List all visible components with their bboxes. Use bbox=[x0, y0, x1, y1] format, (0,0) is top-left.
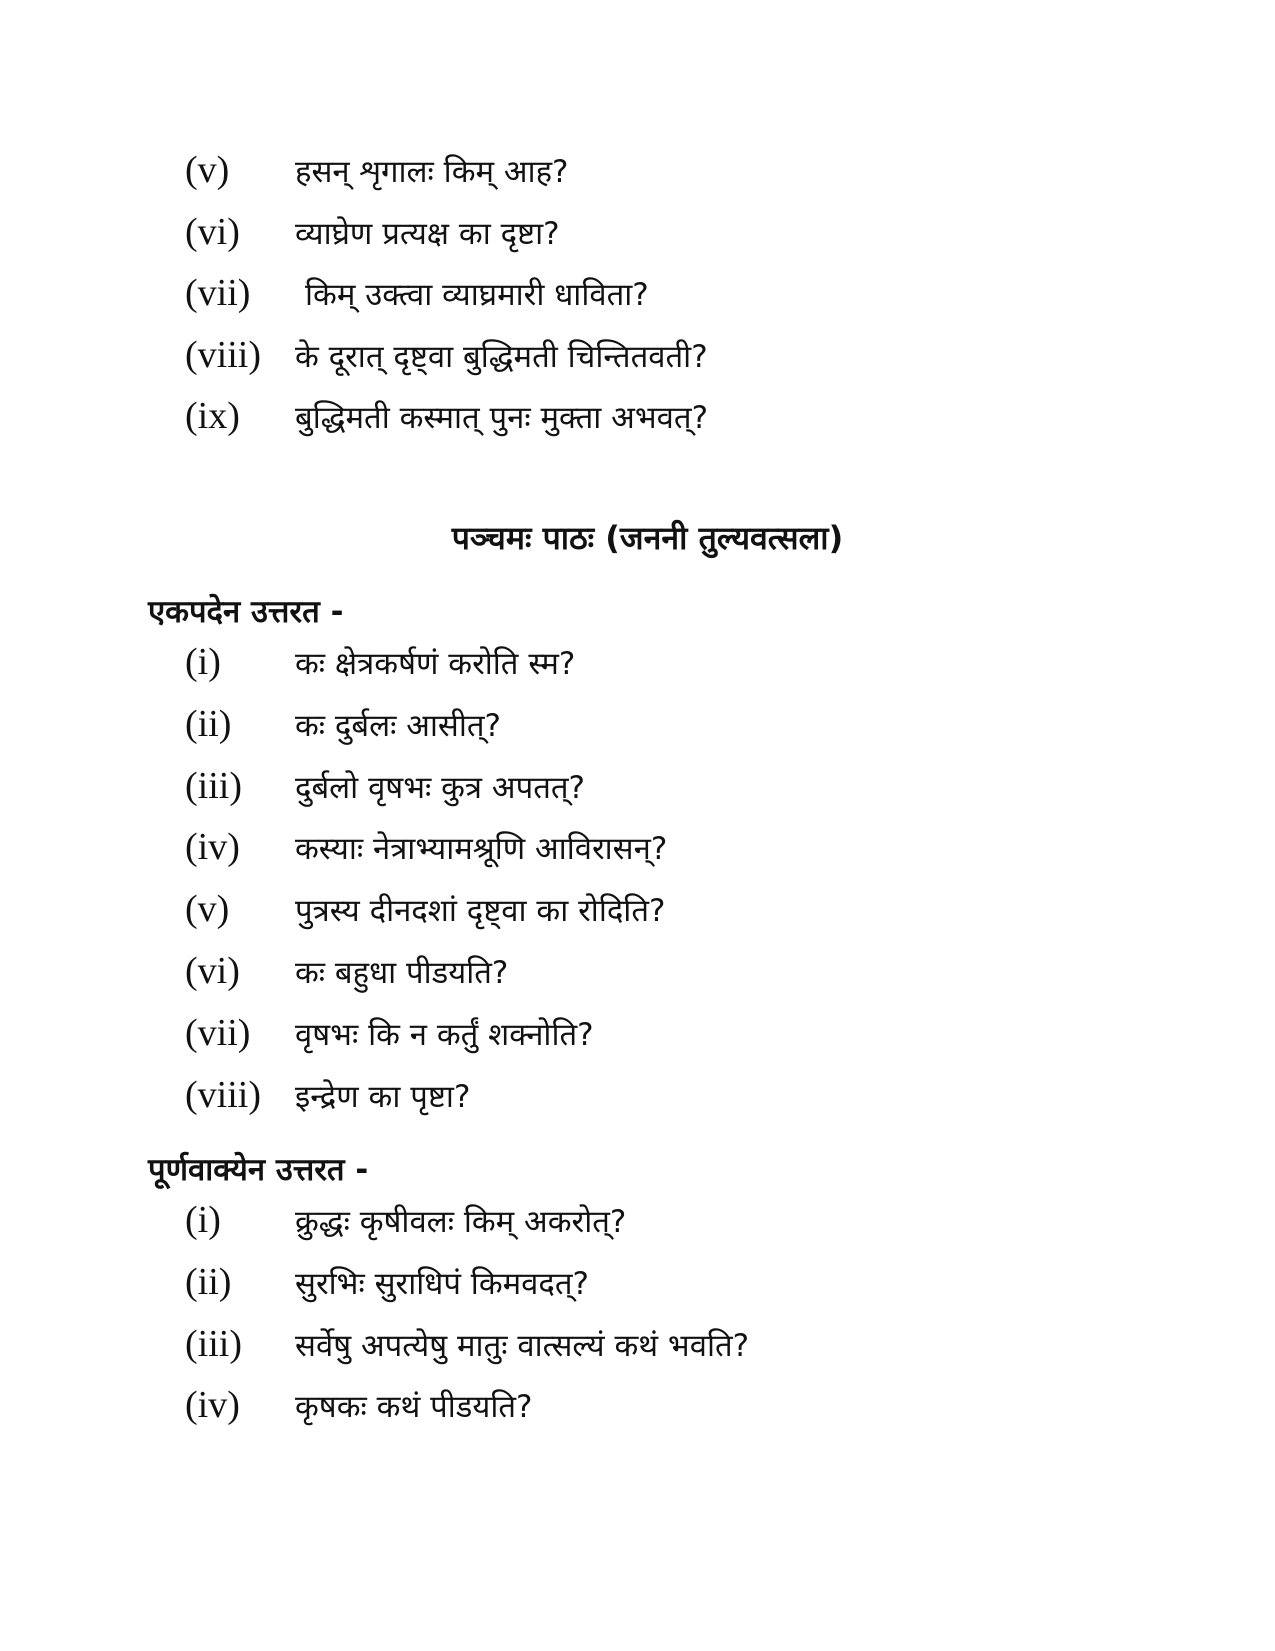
question-text: किम् उक्त्वा व्याघ्रमारी धाविता? bbox=[305, 277, 649, 313]
question-text: सुरभिः सुराधिपं किमवदत्? bbox=[295, 1265, 589, 1302]
question-text: बुद्धिमती कस्मात् पुनः मुक्ता अभवत्? bbox=[295, 400, 709, 436]
question-item bbox=[185, 271, 708, 333]
question-item bbox=[185, 1322, 749, 1384]
question-item bbox=[185, 210, 708, 272]
question-number: (i) bbox=[185, 641, 221, 683]
question-item bbox=[185, 702, 667, 764]
question-number: (viii) bbox=[185, 333, 261, 376]
question-text: दुर्बलो वृषभः कुत्र अपतत्? bbox=[295, 769, 585, 806]
question-text: पुत्रस्य दीनदशां दृष्ट्वा का रोदिति? bbox=[295, 893, 666, 930]
question-item bbox=[185, 640, 667, 702]
question-text: कृषकः कथं पीडयति? bbox=[295, 1389, 533, 1426]
question-number: (vii) bbox=[185, 272, 251, 314]
question-number: (vi) bbox=[185, 949, 240, 992]
question-list-one-word bbox=[185, 640, 667, 1134]
lesson-title: पञ्चमः पाठः (जननी तुल्यवत्सला) bbox=[451, 519, 844, 557]
question-item bbox=[185, 825, 667, 887]
question-item bbox=[185, 1198, 749, 1260]
question-text: कः दुर्बलः आसीत्? bbox=[295, 707, 502, 744]
question-list-full-sentence bbox=[185, 1198, 749, 1445]
question-text: सर्वेषु अपत्येषु मातुः वात्सल्यं कथं भवति? bbox=[295, 1327, 750, 1364]
question-number: (i) bbox=[185, 1199, 221, 1241]
question-text: कस्याः नेत्राभ्यामश्रूणि आविरासन्? bbox=[295, 831, 668, 868]
question-number: (vii) bbox=[185, 1011, 251, 1054]
question-number: (ix) bbox=[185, 395, 240, 437]
question-text: क्रुद्धः कृषीवलः किम् अकरोत्? bbox=[295, 1204, 627, 1240]
question-number: (iv) bbox=[185, 1384, 240, 1427]
question-number: (ii) bbox=[185, 1260, 232, 1303]
section-heading-one-word: एकपदेन उत्तरत - bbox=[148, 594, 344, 630]
question-text: वृषभः कि न कर्तुं शक्नोति? bbox=[295, 1016, 594, 1053]
question-text: व्याघ्रेण प्रत्यक्ष का दृष्टा? bbox=[295, 215, 560, 252]
question-item bbox=[185, 394, 708, 456]
question-text: इन्द्रेण का पृष्टा? bbox=[295, 1078, 471, 1115]
question-item bbox=[185, 148, 708, 210]
question-item bbox=[185, 1011, 667, 1073]
question-text: हसन् शृगालः किम् आह? bbox=[295, 154, 569, 190]
question-number: (vi) bbox=[185, 210, 240, 253]
question-text: कः बहुधा पीडयति? bbox=[295, 954, 509, 991]
question-item bbox=[185, 1073, 667, 1135]
question-item bbox=[185, 1260, 749, 1322]
question-item bbox=[185, 887, 667, 949]
question-item bbox=[185, 764, 667, 826]
question-number: (iii) bbox=[185, 764, 242, 807]
question-item bbox=[185, 1383, 749, 1445]
question-item bbox=[185, 949, 667, 1011]
question-number: (ii) bbox=[185, 702, 232, 745]
question-number: (iii) bbox=[185, 1322, 242, 1365]
section-heading-full-sentence: पूर्णवाक्येन उत्तरत - bbox=[148, 1152, 369, 1188]
question-item bbox=[185, 333, 708, 395]
question-number: (viii) bbox=[185, 1073, 261, 1116]
question-text: के दूरात् दृष्ट्वा बुद्धिमती चिन्तितवती? bbox=[295, 338, 708, 375]
question-text: कः क्षेत्रकर्षणं करोति स्म? bbox=[295, 646, 576, 682]
question-number: (iv) bbox=[185, 826, 240, 869]
question-list-previous-lesson bbox=[185, 148, 708, 456]
question-number: (v) bbox=[185, 149, 230, 191]
question-number: (v) bbox=[185, 888, 230, 931]
